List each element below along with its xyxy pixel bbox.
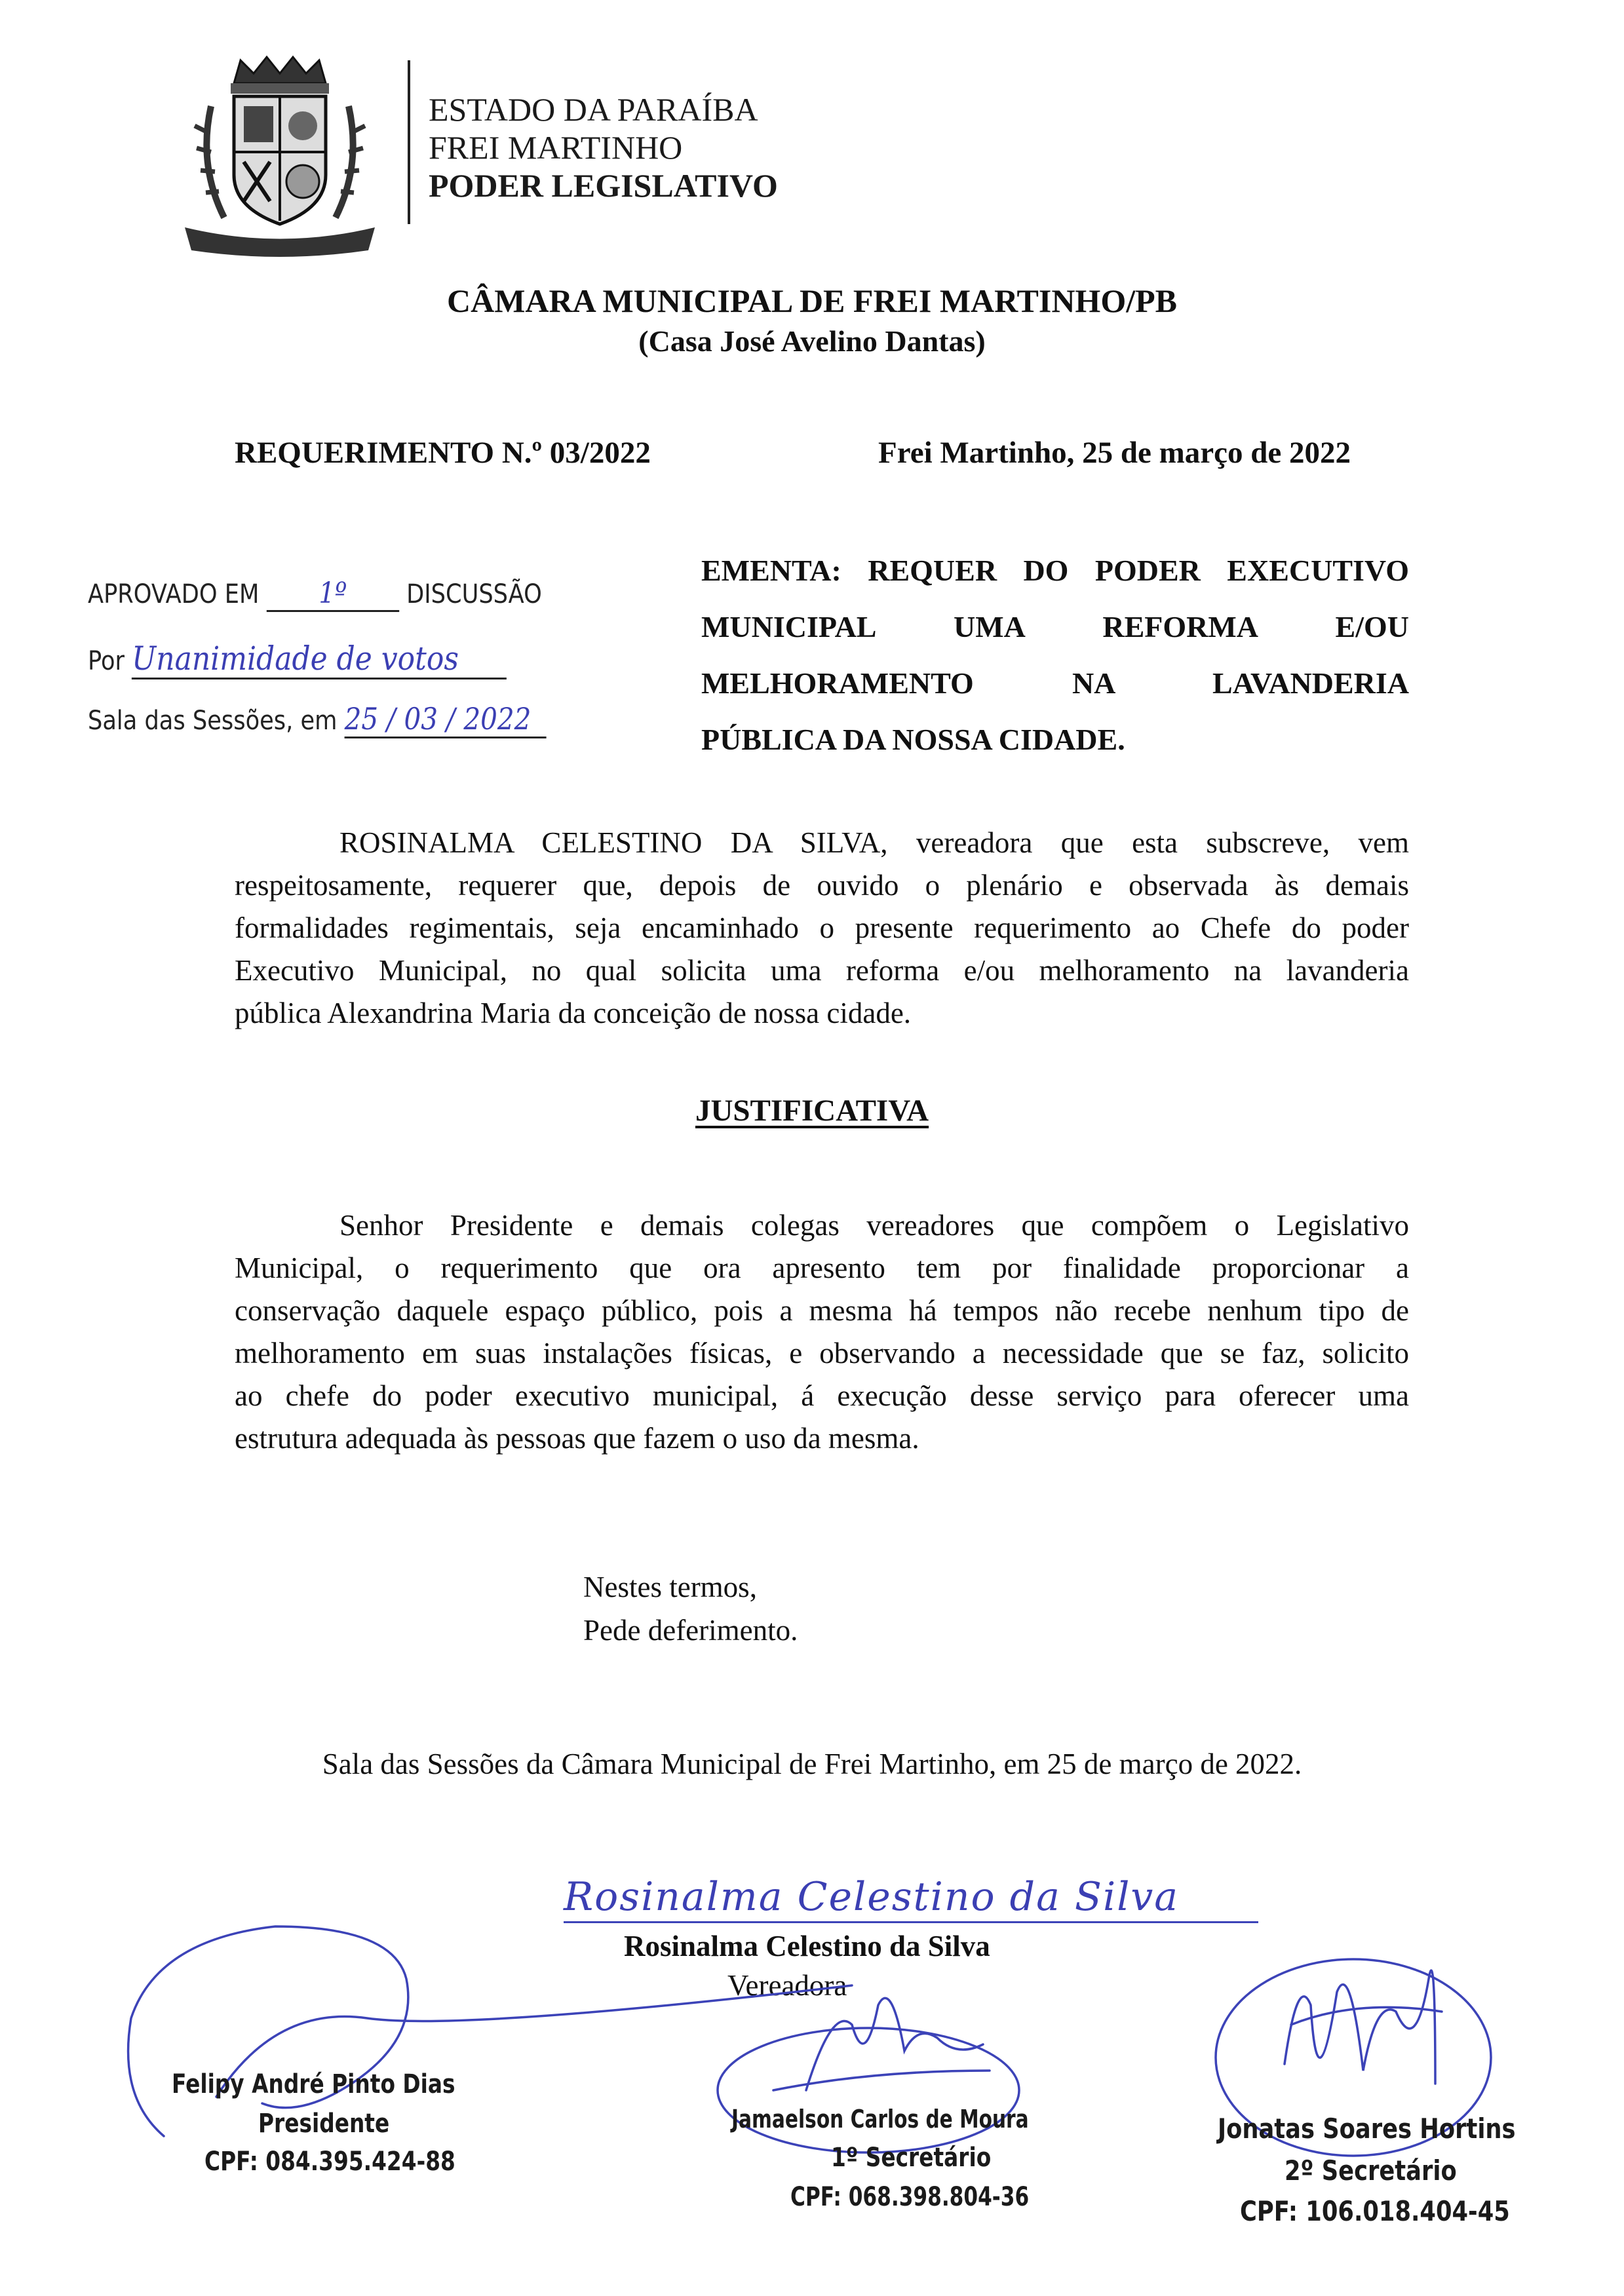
header-city: FREI MARTINHO	[429, 129, 683, 166]
justification-line: estrutura adequada às pessoas que fazem o uso da mesma.	[235, 1422, 919, 1455]
ementa-block	[701, 543, 1409, 768]
municipal-coat-of-arms-icon	[172, 54, 388, 257]
discussion-label: DISCUSSÃO	[406, 579, 542, 609]
por-value: Unanimidade de votos	[132, 640, 507, 679]
approved-value: 1º	[267, 577, 399, 612]
justification-line: Senhor Presidente e demais colegas vereadores que compõem o Legislativo	[339, 1209, 1409, 1242]
signatory-cpf-first-secretary: CPF: 068.398.804-36	[790, 2182, 1030, 2212]
ementa-line: PÚBLICA DA NOSSA CIDADE.	[701, 723, 1125, 756]
house-subtitle: (Casa José Avelino Dantas)	[638, 324, 986, 358]
header-branch: PODER LEGISLATIVO	[429, 167, 778, 204]
justification-line: melhoramento em suas instalações físicas, e observando a necessidade que se faz, solicito	[235, 1337, 1409, 1369]
por-label: Por	[88, 646, 125, 676]
sala-label: Sala das Sessões, em	[88, 706, 338, 736]
signatory-cpf-president: CPF: 084.395.424-88	[204, 2147, 455, 2177]
author-handwritten-signature: Rosinalma Celestino da Silva	[564, 1874, 1180, 1920]
header-divider	[408, 60, 410, 224]
request-date: Frei Martinho, 25 de março de 2022	[878, 436, 1351, 470]
header-state: ESTADO DA PARAÍBA	[429, 91, 758, 128]
ementa-line: MUNICIPAL UMA REFORMA E/OU	[701, 610, 1409, 643]
chamber-title: CÂMARA MUNICIPAL DE FREI MARTINHO/PB	[447, 282, 1177, 319]
author-role: Vereadora	[727, 1969, 847, 2002]
approved-label: APROVADO EM	[88, 579, 260, 609]
signatory-role-second-secretary: 2º Secretário	[1285, 2154, 1457, 2187]
approval-stamp-line3	[88, 701, 547, 738]
body-line: formalidades regimentais, seja encaminhado o presente requerimento ao Chefe do poder	[235, 911, 1409, 944]
body-line: ROSINALMA CELESTINO DA SILVA, vereadora que esta subscreve, vem	[339, 826, 1409, 859]
approval-stamp-line2	[88, 640, 507, 679]
approval-stamp-line1	[88, 577, 542, 612]
ementa-line: EMENTA: REQUER DO PODER EXECUTIVO	[701, 554, 1409, 587]
body-line: pública Alexandrina Maria da conceição de nossa cidade.	[235, 997, 912, 1029]
justification-line: ao chefe do poder executivo municipal, á execução desse serviço para oferecer uma	[235, 1379, 1409, 1412]
justification-line: conservação daquele espaço público, pois a mesma há tempos não recebe nenhum tipo de	[235, 1294, 1409, 1327]
session-room-line: Sala das Sessões da Câmara Municipal de Frei Martinho, em 25 de março de 2022.	[322, 1748, 1302, 1780]
body-line: respeitosamente, requerer que, depois de ouvido o plenário e observada às demais	[235, 869, 1409, 902]
author-name: Rosinalma Celestino da Silva	[624, 1930, 990, 1962]
signatory-cpf-second-secretary: CPF: 106.018.404-45	[1240, 2195, 1510, 2227]
signatory-role-first-secretary: 1º Secretário	[831, 2143, 992, 2173]
justification-heading: JUSTIFICATIVA	[695, 1094, 929, 1128]
ementa-line: MELHORAMENTO NA LAVANDERIA	[701, 666, 1409, 700]
body-line: Executivo Municipal, no qual solicita uma reforma e/ou melhoramento na lavanderia	[235, 954, 1409, 987]
closing-line1: Nestes termos,	[583, 1571, 757, 1603]
signatory-name-second-secretary: Jonatas Soares Hortins	[1218, 2113, 1516, 2145]
request-number: REQUERIMENTO N.º 03/2022	[235, 436, 651, 470]
sala-value: 25 / 03 / 2022	[345, 701, 547, 738]
signatory-name-first-secretary: Jamaelson Carlos de Moura	[731, 2105, 1029, 2133]
justification-paragraph	[235, 1204, 1409, 1460]
signatory-name-president: Felipy André Pinto Dias	[172, 2069, 455, 2099]
signatory-role-president: Presidente	[258, 2109, 390, 2139]
justification-line: Municipal, o requerimento que ora apresento tem por finalidade proporcionar a	[235, 1252, 1409, 1284]
closing-line2: Pede deferimento.	[583, 1614, 798, 1647]
body-paragraph	[235, 822, 1409, 1035]
